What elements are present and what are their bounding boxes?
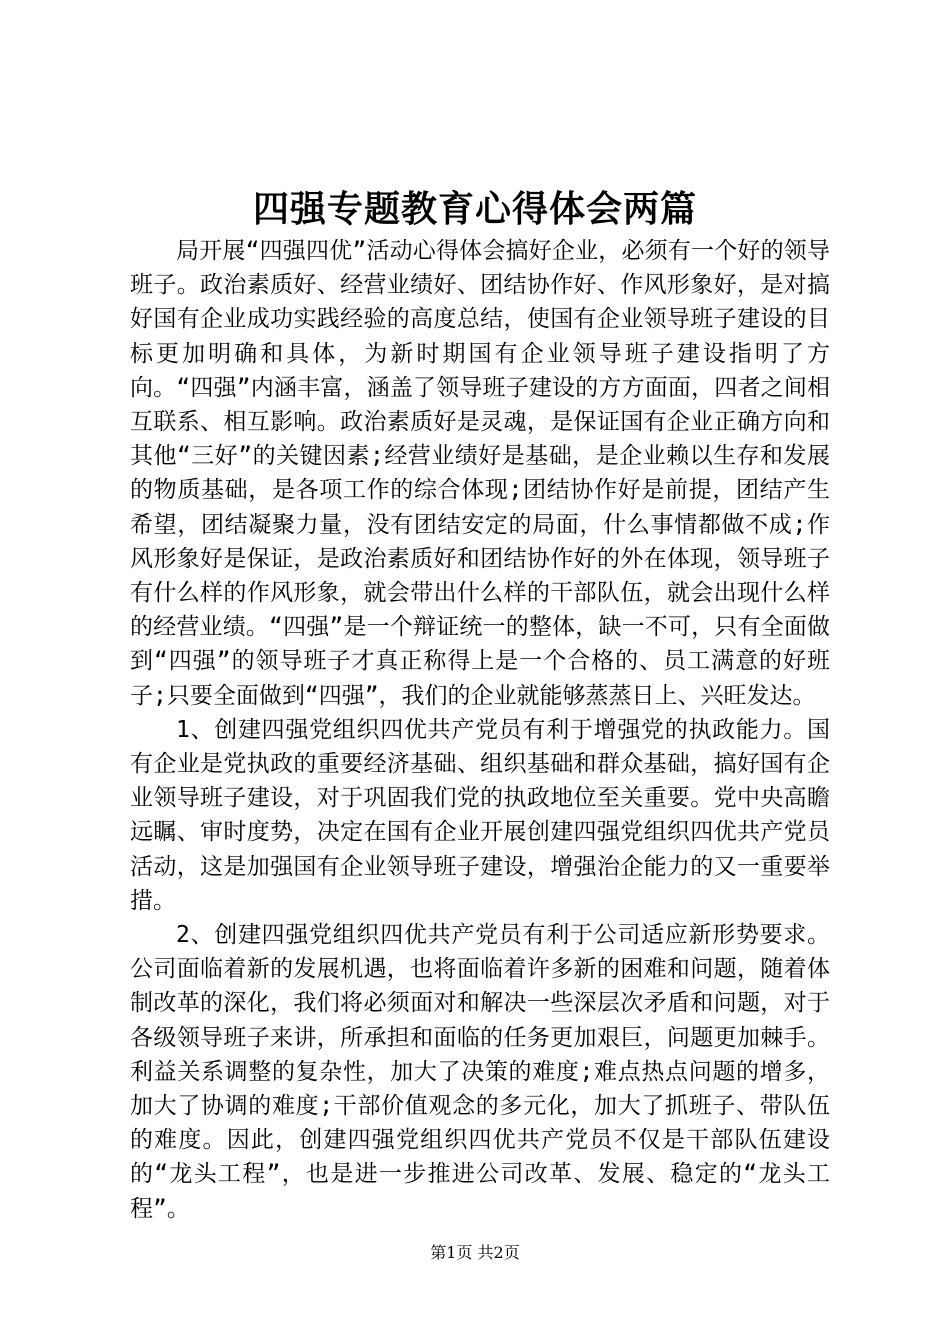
document-body (130, 234, 830, 1226)
paragraph-point-2: 2、创建四强党组织四优共产党员有利于公司适应新形势要求。公司面临着新的发展机遇，也将面临着许多新的困难和问题，随着体制改革的深化，我们将必须面对和解决一些深层次矛盾和问题，对于各级领导班子来讲，所承担和面临的任务更加艰巨，问题更加棘手。利益关系调整的复杂性，加大了决策的难度;难点热点问题的增多，加大了协调的难度;干部价值观念的多元化，加大了抓班子、带队伍的难度。因此，创建四强党组织四优共产党员不仅是干部队伍建设的“龙头工程”，也是进一步推进公司改革、发展、稳定的“龙头工程”。 (130, 922, 830, 1222)
paragraph-point-1: 1、创建四强党组织四优共产党员有利于增强党的执政能力。国有企业是党执政的重要经济基础、组织基础和群众基础，搞好国有企业领导班子建设，对于巩固我们党的执政地位至关重要。党中央高瞻远瞩、审时度势，决定在国有企业开展创建四强党组织四优共产党员活动，这是加强国有企业领导班子建设，增强治企能力的又一重要举措。 (130, 716, 830, 914)
document-title: 四强专题教育心得体会两篇 (252, 188, 697, 230)
paragraph-intro: 局开展“四强四优”活动心得体会搞好企业，必须有一个好的领导班子。政治素质好、经营业绩好、团结协作好、作风形象好，是对搞好国有企业成功实践经验的高度总结，使国有企业领导班子建设的目标更加明确和具体，为新时期国有企业领导班子建设指明了方向。“四强”内涵丰富，涵盖了领导班子建设的方方面面，四者之间相互联系、相互影响。政治素质好是灵魂，是保证国有企业正确方向和其他“三好”的关键因素;经营业绩好是基础，是企业赖以生存和发展的物质基础，是各项工作的综合体现;团结协作好是前提，团结产生希望，团结凝聚力量，没有团结安定的局面，什么事情都做不成;作风形象好是保证，是政治素质好和团结协作好的外在体现，领导班子有什么样的作风形象，就会带出什么样的干部队伍，就会出现什么样的经营业绩。“四强”是一个辩证统一的整体，缺一不可，只有全面做到“四强”的领导班子才真正称得上是一个合格的、员工满意的好班子;只要全面做到“四强”，我们的企业就能够蒸蒸日上、兴旺发达。 (130, 238, 830, 709)
page-number-footer: 第1页 共2页 (430, 1243, 520, 1262)
